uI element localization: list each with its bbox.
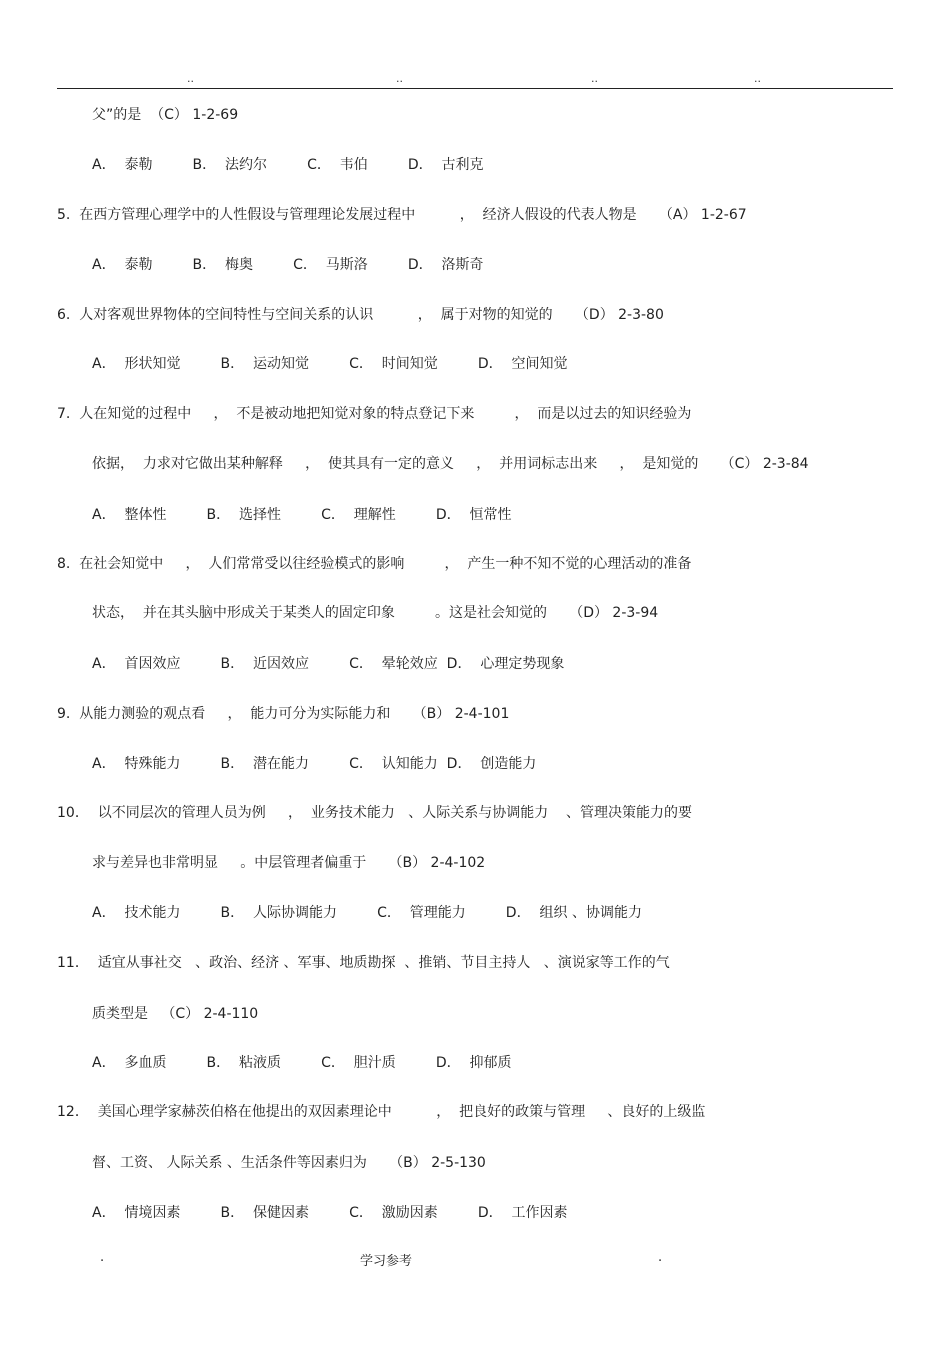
question-stem: 7. 人在知觉的过程中 ， 不是被动地把知觉对象的特点登记下来 ， 而是以过去的知识经验为 bbox=[57, 406, 692, 422]
question-stem: 5. 在西方管理心理学中的人性假设与管理理论发展过程中 ， 经济人假设的代表人物是 （A） 1-2-67 bbox=[57, 207, 747, 223]
question-continuation: 督、工资、 人际关系 、生活条件等因素归为 （B） 2-5-130 bbox=[92, 1155, 486, 1171]
question-continuation: 状态， 并在其头脑中形成关于某类人的固定印象 。这是社会知觉的 （D） 2-3-94 bbox=[92, 605, 659, 621]
question-stem: 12． 美国心理学家赫茨伯格在他提出的双因素理论中 ， 把良好的政策与管理 、良好的上级监 bbox=[57, 1104, 706, 1120]
answer-options: A． 泰勒 B． 法约尔 C． 韦伯 D． 古利克 bbox=[92, 157, 484, 173]
question-continuation: 求与差异也非常明显 。中层管理者偏重于 （B） 2-4-102 bbox=[92, 855, 486, 871]
header-dot: .. bbox=[754, 72, 761, 85]
footer-left-dot: . bbox=[100, 1250, 105, 1265]
answer-options: A． 形状知觉 B． 运动知觉 C． 时间知觉 D． 空间知觉 bbox=[92, 356, 568, 372]
answer-options: A． 整体性 B． 选择性 C． 理解性 D． 恒常性 bbox=[92, 507, 512, 523]
answer-options: A． 首因效应 B． 近因效应 C． 晕轮效应 D． 心理定势现象 bbox=[92, 656, 565, 672]
header-dot: .. bbox=[591, 72, 598, 85]
answer-options: A． 特殊能力 B． 潜在能力 C． 认知能力 D． 创造能力 bbox=[92, 756, 537, 772]
question-stem: 8. 在社会知觉中 ， 人们常常受以往经验模式的影响 ， 产生一种不知不觉的心理活动的准备 bbox=[57, 556, 692, 572]
header-dot: .. bbox=[187, 72, 194, 85]
footer-label: 学习参考 bbox=[360, 1254, 413, 1269]
answer-options: A． 技术能力 B． 人际协调能力 C． 管理能力 D． 组织 、协调能力 bbox=[92, 905, 642, 921]
question-stem: 10． 以不同层次的管理人员为例 ， 业务技术能力 、人际关系与协调能力 、管理决策能力的要 bbox=[57, 805, 693, 821]
question-stem: 9. 从能力测验的观点看 ， 能力可分为实际能力和 （B） 2-4-101 bbox=[57, 706, 510, 722]
header-dot: .. bbox=[396, 72, 403, 85]
answer-options: A． 泰勒 B． 梅奥 C． 马斯洛 D． 洛斯奇 bbox=[92, 257, 484, 273]
header-divider bbox=[57, 88, 893, 89]
question-stem: 11． 适宜从事社交 、政治、经济 、军事、地质勘探 、推销、节目主持人 、演说家等工作的气 bbox=[57, 955, 670, 971]
question-continuation: 依据， 力求对它做出某种解释 ， 使其具有一定的意义 ， 并用词标志出来 ， 是知觉的 （C） 2-3-84 bbox=[92, 456, 809, 472]
answer-options: A． 情境因素 B． 保健因素 C． 激励因素 D． 工作因素 bbox=[92, 1205, 568, 1221]
question-continuation: 质类型是 （C） 2-4-110 bbox=[92, 1006, 259, 1022]
question-stem: 6. 人对客观世界物体的空间特性与空间关系的认识 ， 属于对物的知觉的 （D） 2-3-80 bbox=[57, 307, 664, 323]
answer-options: A． 多血质 B． 粘液质 C． 胆汁质 D． 抑郁质 bbox=[92, 1055, 512, 1071]
question-continuation: 父”的是 （C） 1-2-69 bbox=[92, 107, 239, 123]
footer-right-dot: . bbox=[658, 1250, 663, 1265]
